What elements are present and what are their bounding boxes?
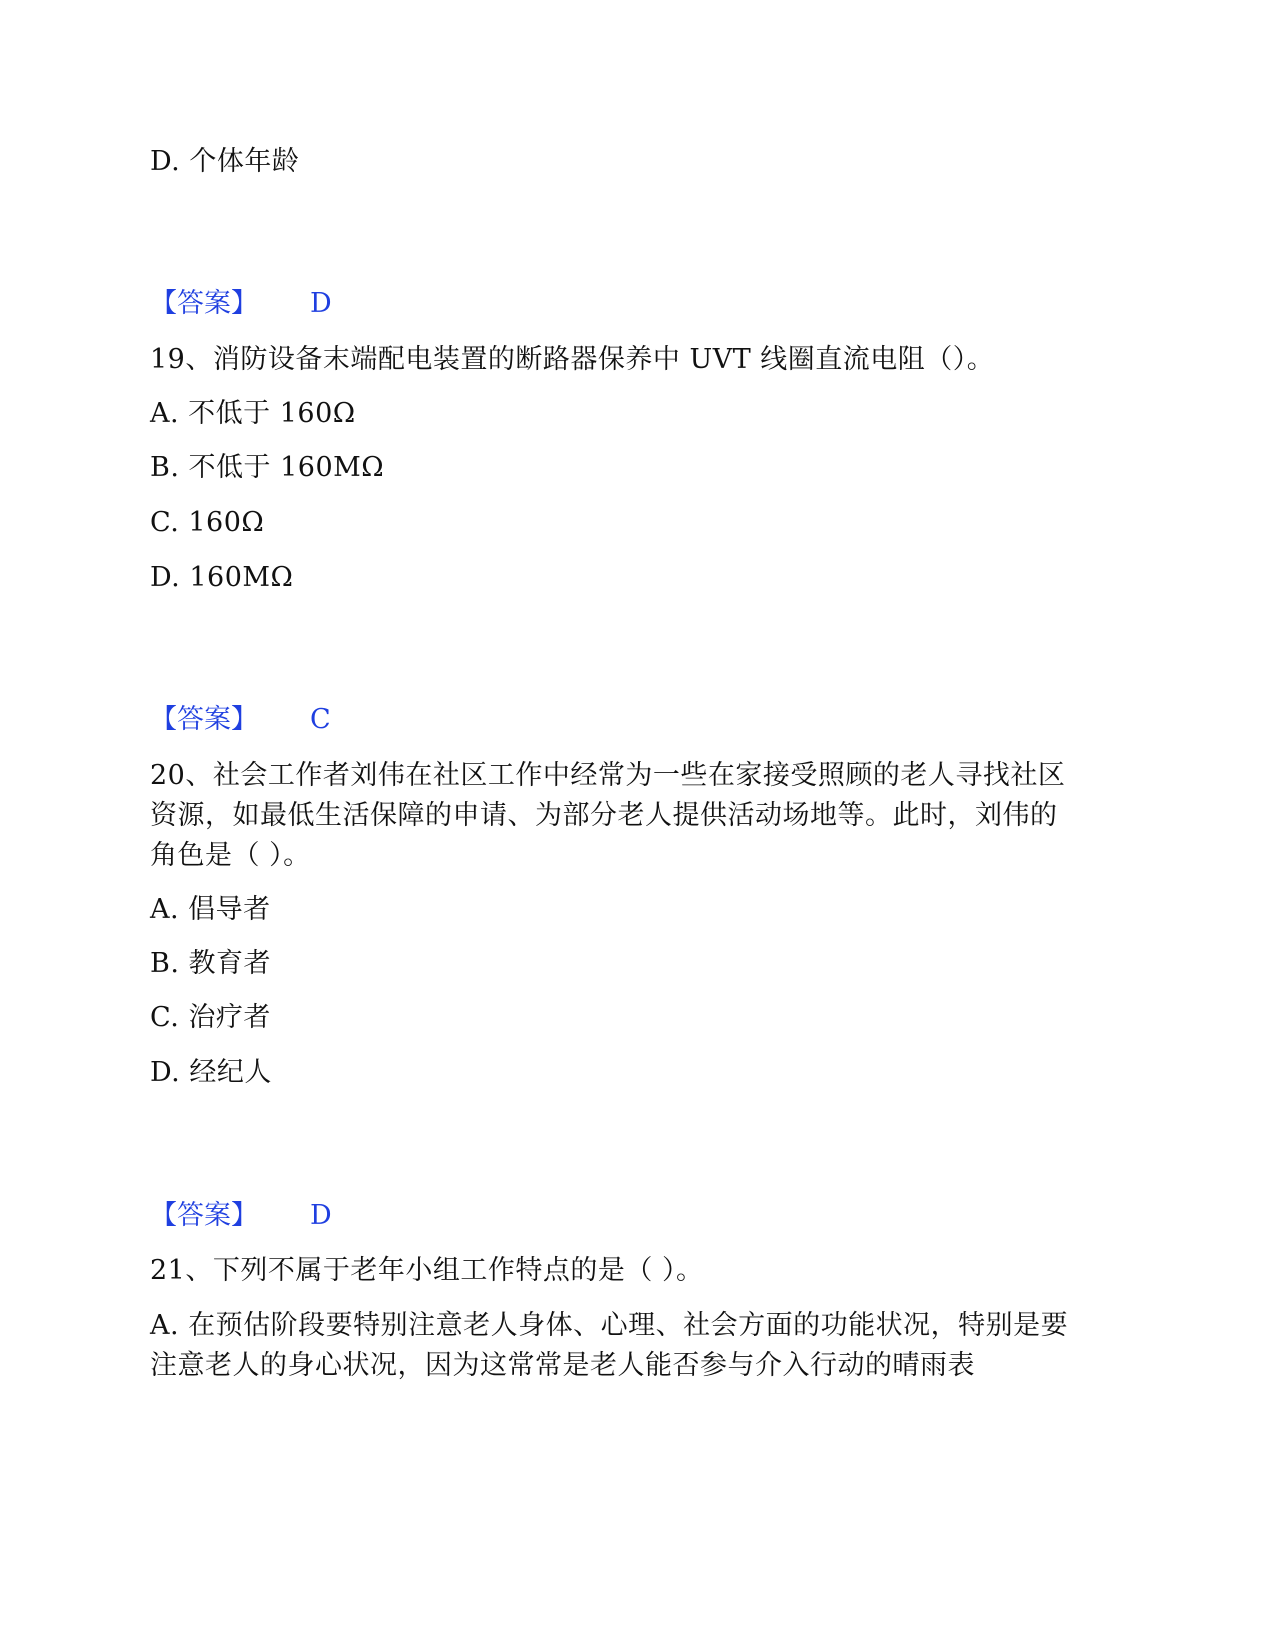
q18-option-d: D. 个体年龄 [150,146,300,177]
q19-option-a: A. 不低于 160Ω [150,398,356,429]
q20-option-a: A. 倡导者 [150,894,271,925]
answer-label: 【答案】 [150,288,258,319]
q20-option-b: B. 教育者 [150,948,272,979]
q19-option-b: B. 不低于 160MΩ [150,452,385,483]
q21-option-a-line-1: A. 在预估阶段要特别注意老人身体、心理、社会方面的功能状况，特别是要 [150,1310,1069,1341]
q20-stem-line-3: 角色是（ ）。 [150,840,311,871]
q19-option-c: C. 160Ω [150,507,265,538]
answer-label: 【答案】 [150,704,258,735]
q19-option-d: D. 160MΩ [150,562,294,593]
answer-label: 【答案】 [150,1200,258,1231]
q21-option-a-line-2: 注意老人的身心状况，因为这常常是老人能否参与介入行动的晴雨表 [150,1350,975,1381]
answer-value: C [310,704,331,735]
q19-answer [150,700,331,740]
q20-option-d: D. 经纪人 [150,1057,272,1088]
answer-value: D [310,288,332,319]
q20-stem-line-2: 资源，如最低生活保障的申请、为部分老人提供活动场地等。此时，刘伟的 [150,800,1058,831]
q19-stem: 19、消防设备末端配电装置的断路器保养中 UVT 线圈直流电阻（）。 [150,344,995,375]
q20-stem-line-1: 20、社会工作者刘伟在社区工作中经常为一些在家接受照顾的老人寻找社区 [150,760,1066,791]
answer-value: D [310,1200,332,1231]
q21-stem: 21、下列不属于老年小组工作特点的是（ ）。 [150,1255,704,1286]
q18-answer [150,284,332,324]
q20-answer [150,1196,332,1236]
q20-option-c: C. 治疗者 [150,1002,271,1033]
